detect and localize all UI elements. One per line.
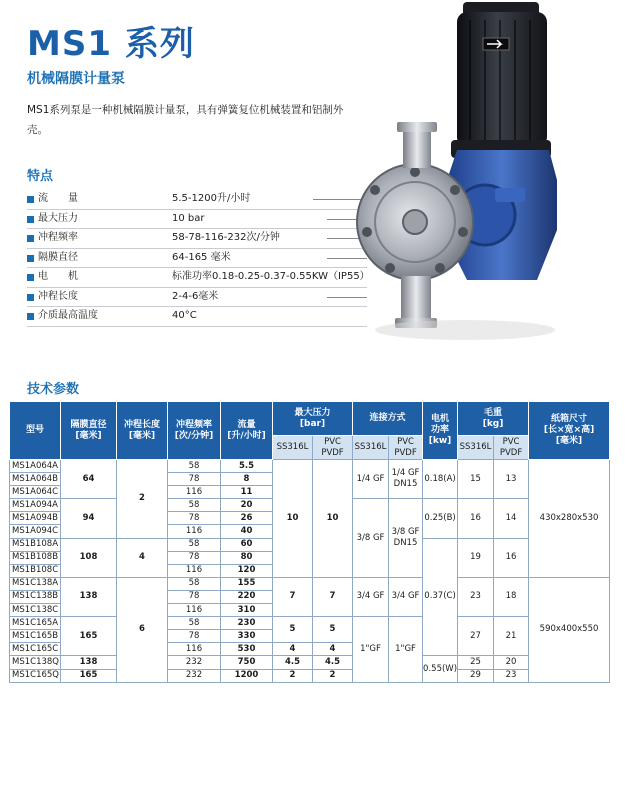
page-title: MS1 系列: [27, 24, 195, 64]
spec-row: 冲程频率 58-78-116-232次/分钟: [27, 229, 367, 249]
spec-row: 电 机 标准功率0.18-0.25-0.37-0.55KW（IP55）: [27, 268, 367, 288]
table-row: MS1C165C 116 530 4 4: [10, 643, 610, 656]
col-diameter: 隔膜直径 [毫米]: [61, 402, 117, 460]
spec-row: 流 量 5.5-1200升/小时: [27, 190, 367, 210]
table-row: MS1B108A 108 4 58 60 0.37(C) 19 16: [10, 538, 610, 551]
table-row: MS1C138A 138 6 58 155 7 7 3/4 GF 3/4 GF 23 18 590x400x550: [10, 577, 610, 590]
sub-ss: SS316L: [353, 436, 389, 460]
sub-pvc: PVC PVDF: [389, 436, 423, 460]
table-row: MS1A064A 64 2 58 5.5 10 10 1/4 GF 1/4 GF DN15 0.18(A) 15 13 430x280x530: [10, 460, 610, 473]
spec-row: 最大压力 10 bar: [27, 210, 367, 230]
table-row: MS1C138C 116 310: [10, 604, 610, 617]
table-row: MS1A064C 116 11: [10, 486, 610, 499]
col-model: 型号: [10, 402, 61, 460]
table-row: MS1A094A 94 58 20 3/8 GF 3/8 GF DN15 0.25(B) 16 14: [10, 499, 610, 512]
table-row: MS1C165Q 165 232 1200 2 2 29 23: [10, 669, 610, 682]
table-row: MS1C165B 78 330: [10, 630, 610, 643]
tech-heading: 技术参数: [27, 382, 80, 397]
col-frequency: 冲程频率 [次/分钟]: [168, 402, 221, 460]
sub-ss: SS316L: [273, 436, 313, 460]
table-row: MS1A094B 78 26: [10, 512, 610, 525]
page-subtitle: 机械隔膜计量泵: [27, 71, 125, 87]
sub-pvc: PVC PVDF: [313, 436, 353, 460]
sub-pvc: PVC PVDF: [494, 436, 529, 460]
table-row: MS1A094C 116 40: [10, 525, 610, 538]
col-box: 纸箱尺寸 [长×宽×高] [毫米]: [529, 402, 610, 460]
table-row: MS1C165A 165 58 230 5 5 1"GF 1"GF 27 21: [10, 617, 610, 630]
tech-spec-table: [9, 401, 610, 683]
spec-row: 冲程长度 2-4-6毫米: [27, 288, 367, 308]
features-heading: 特点: [27, 169, 54, 184]
col-pressure: 最大压力 [bar]: [273, 402, 353, 436]
table-row: MS1B108B 78 80: [10, 551, 610, 564]
col-weight: 毛重 [kg]: [458, 402, 529, 436]
table-row: MS1B108C 116 120: [10, 564, 610, 577]
intro-text: MS1系列泵是一种机械隔膜计量泵，具有弹簧复位机械装置和铝制外壳。: [27, 104, 344, 136]
col-motor: 电机 功率 [kw]: [423, 402, 458, 460]
col-stroke: 冲程长度 [毫米]: [117, 402, 168, 460]
table-row: MS1A064B 78 8: [10, 473, 610, 486]
pump-image: [345, 0, 626, 345]
features-list: [27, 190, 370, 327]
table-row: MS1C138Q 138 232 750 4.5 4.5 0.55(W) 25 20: [10, 656, 610, 669]
spec-row: 隔膜直径 64-165 毫米: [27, 249, 367, 269]
col-connection: 连接方式: [353, 402, 423, 436]
sub-ss: SS316L: [458, 436, 494, 460]
col-flow: 流量 [升/小时]: [221, 402, 273, 460]
table-row: MS1C138B 78 220: [10, 590, 610, 603]
spec-row: 介质最高温度 40°C: [27, 307, 367, 327]
